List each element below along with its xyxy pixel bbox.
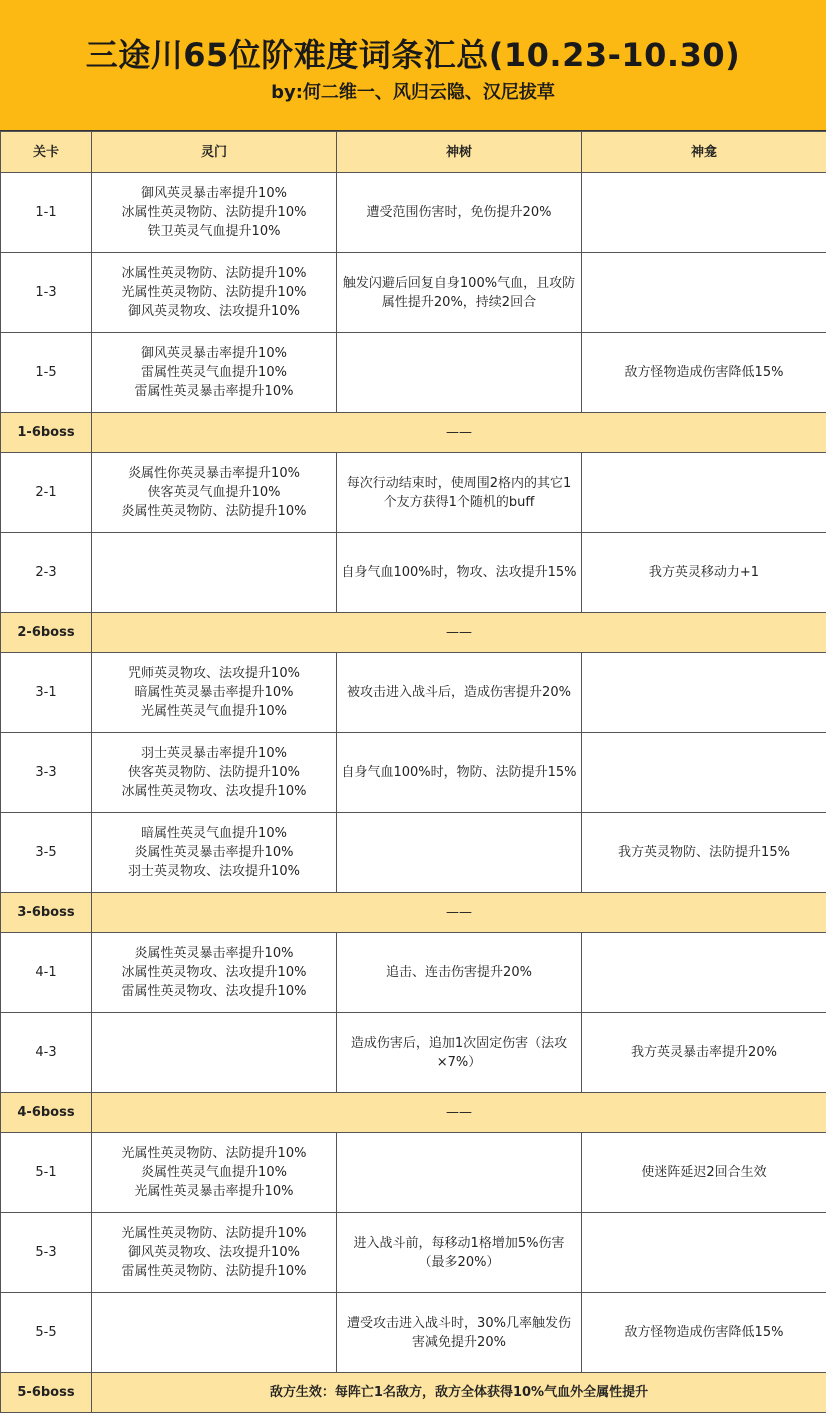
lingmen-affix: 光属性英灵物防、法防提升10%	[96, 1144, 332, 1163]
level-cell: 1-5	[1, 333, 92, 413]
boss-note-cell: ——	[92, 413, 826, 453]
table-header-row	[1, 132, 826, 173]
lingmen-cell	[92, 253, 337, 333]
lingmen-affix: 咒师英灵物攻、法攻提升10%	[96, 664, 332, 683]
column-header-lingmen: 灵门	[92, 132, 337, 173]
stage-row	[1, 1013, 826, 1093]
shenshu-cell	[337, 1133, 582, 1213]
lingmen-affix: 雷属性英灵物攻、法攻提升10%	[96, 982, 332, 1001]
shenkan-cell: 我方英灵移动力+1	[582, 533, 826, 613]
level-cell: 1-3	[1, 253, 92, 333]
lingmen-affix: 冰属性英灵物防、法防提升10%	[96, 264, 332, 283]
lingmen-affix: 暗属性英灵暴击率提升10%	[96, 683, 332, 702]
shenkan-cell	[582, 653, 826, 733]
lingmen-affix: 雷属性英灵物防、法防提升10%	[96, 1262, 332, 1281]
lingmen-affix: 炎属性你英灵暴击率提升10%	[96, 464, 332, 483]
lingmen-affix: 炎属性英灵气血提升10%	[96, 1163, 332, 1182]
shenkan-cell	[582, 253, 826, 333]
boss-note-cell: 敌方生效：每阵亡1名敌方，敌方全体获得10%气血外全属性提升	[92, 1373, 826, 1413]
level-cell: 5-3	[1, 1213, 92, 1293]
shenshu-cell: 自身气血100%时，物攻、法攻提升15%	[337, 533, 582, 613]
lingmen-affix: 冰属性英灵物防、法防提升10%	[96, 203, 332, 222]
boss-row	[1, 1373, 826, 1413]
shenshu-cell: 进入战斗前，每移动1格增加5%伤害（最多20%）	[337, 1213, 582, 1293]
stage-row	[1, 533, 826, 613]
shenkan-cell: 敌方怪物造成伤害降低15%	[582, 1293, 826, 1373]
lingmen-affix: 御风英灵物攻、法攻提升10%	[96, 302, 332, 321]
table-body	[1, 173, 826, 1413]
lingmen-affix: 光属性英灵物防、法防提升10%	[96, 283, 332, 302]
lingmen-affix: 雷属性英灵气血提升10%	[96, 363, 332, 382]
lingmen-affix: 光属性英灵物防、法防提升10%	[96, 1224, 332, 1243]
lingmen-affix: 羽士英灵物攻、法攻提升10%	[96, 862, 332, 881]
shenshu-cell: 追击、连击伤害提升20%	[337, 933, 582, 1013]
level-cell: 2-3	[1, 533, 92, 613]
lingmen-affix: 羽士英灵暴击率提升10%	[96, 744, 332, 763]
stage-row	[1, 253, 826, 333]
lingmen-cell	[92, 653, 337, 733]
page-title: 三途川65位阶难度词条汇总(10.23-10.30)	[0, 30, 826, 76]
shenshu-cell: 遭受攻击进入战斗时，30%几率触发伤害减免提升20%	[337, 1293, 582, 1373]
lingmen-cell	[92, 733, 337, 813]
shenshu-cell: 被攻击进入战斗后，造成伤害提升20%	[337, 653, 582, 733]
stage-row	[1, 333, 826, 413]
lingmen-cell	[92, 1013, 337, 1093]
lingmen-affix: 御风英灵物攻、法攻提升10%	[96, 1243, 332, 1262]
lingmen-affix: 御风英灵暴击率提升10%	[96, 184, 332, 203]
affix-table	[0, 131, 826, 1413]
boss-row	[1, 613, 826, 653]
shenkan-cell	[582, 173, 826, 253]
page-header	[0, 0, 826, 131]
level-cell: 2-1	[1, 453, 92, 533]
lingmen-affix: 冰属性英灵物攻、法攻提升10%	[96, 782, 332, 801]
level-cell: 3-3	[1, 733, 92, 813]
shenshu-cell: 遭受范围伤害时，免伤提升20%	[337, 173, 582, 253]
boss-note-cell: ——	[92, 1093, 826, 1133]
level-cell: 4-6boss	[1, 1093, 92, 1133]
level-cell: 1-1	[1, 173, 92, 253]
lingmen-cell	[92, 933, 337, 1013]
shenshu-cell: 自身气血100%时，物防、法防提升15%	[337, 733, 582, 813]
lingmen-affix: 炎属性英灵暴击率提升10%	[96, 944, 332, 963]
lingmen-affix: 御风英灵暴击率提升10%	[96, 344, 332, 363]
boss-note-cell: ——	[92, 613, 826, 653]
lingmen-cell	[92, 1213, 337, 1293]
shenkan-cell	[582, 1213, 826, 1293]
boss-row	[1, 413, 826, 453]
level-cell: 3-1	[1, 653, 92, 733]
lingmen-affix: 光属性英灵暴击率提升10%	[96, 1182, 332, 1201]
shenshu-cell: 每次行动结束时，使周围2格内的其它1个友方获得1个随机的buff	[337, 453, 582, 533]
shenshu-cell	[337, 333, 582, 413]
shenshu-cell: 触发闪避后回复自身100%气血，且攻防属性提升20%，持续2回合	[337, 253, 582, 333]
level-cell: 4-3	[1, 1013, 92, 1093]
column-header-shenshu: 神树	[337, 132, 582, 173]
lingmen-affix: 铁卫英灵气血提升10%	[96, 222, 332, 241]
shenkan-cell: 我方英灵暴击率提升20%	[582, 1013, 826, 1093]
lingmen-cell	[92, 1133, 337, 1213]
level-cell: 4-1	[1, 933, 92, 1013]
shenkan-cell	[582, 453, 826, 533]
level-cell: 5-1	[1, 1133, 92, 1213]
level-cell: 5-6boss	[1, 1373, 92, 1413]
lingmen-affix: 光属性英灵气血提升10%	[96, 702, 332, 721]
page-subtitle: by:何二维一、风归云隐、汉尼拔草	[0, 78, 826, 104]
stage-row	[1, 733, 826, 813]
shenshu-cell	[337, 813, 582, 893]
lingmen-cell	[92, 813, 337, 893]
stage-row	[1, 653, 826, 733]
column-header-shenkan: 神龛	[582, 132, 826, 173]
shenkan-cell: 使迷阵延迟2回合生效	[582, 1133, 826, 1213]
lingmen-cell	[92, 333, 337, 413]
lingmen-affix: 冰属性英灵物攻、法攻提升10%	[96, 963, 332, 982]
lingmen-affix: 雷属性英灵暴击率提升10%	[96, 382, 332, 401]
stage-row	[1, 933, 826, 1013]
shenkan-cell: 敌方怪物造成伤害降低15%	[582, 333, 826, 413]
lingmen-affix: 侠客英灵物防、法防提升10%	[96, 763, 332, 782]
lingmen-cell	[92, 533, 337, 613]
lingmen-cell	[92, 1293, 337, 1373]
level-cell: 1-6boss	[1, 413, 92, 453]
boss-note-cell: ——	[92, 893, 826, 933]
stage-row	[1, 453, 826, 533]
boss-row	[1, 1093, 826, 1133]
stage-row	[1, 173, 826, 253]
lingmen-affix: 暗属性英灵气血提升10%	[96, 824, 332, 843]
boss-row	[1, 893, 826, 933]
shenkan-cell: 我方英灵物防、法防提升15%	[582, 813, 826, 893]
level-cell: 3-5	[1, 813, 92, 893]
stage-row	[1, 813, 826, 893]
lingmen-affix: 炎属性英灵物防、法防提升10%	[96, 502, 332, 521]
lingmen-affix: 炎属性英灵暴击率提升10%	[96, 843, 332, 862]
stage-row	[1, 1293, 826, 1373]
shenkan-cell	[582, 933, 826, 1013]
column-header-level: 关卡	[1, 132, 92, 173]
stage-row	[1, 1133, 826, 1213]
level-cell: 5-5	[1, 1293, 92, 1373]
level-cell: 3-6boss	[1, 893, 92, 933]
shenshu-cell: 造成伤害后，追加1次固定伤害（法攻×7%）	[337, 1013, 582, 1093]
level-cell: 2-6boss	[1, 613, 92, 653]
shenkan-cell	[582, 733, 826, 813]
lingmen-cell	[92, 173, 337, 253]
lingmen-affix: 侠客英灵气血提升10%	[96, 483, 332, 502]
stage-row	[1, 1213, 826, 1293]
lingmen-cell	[92, 453, 337, 533]
